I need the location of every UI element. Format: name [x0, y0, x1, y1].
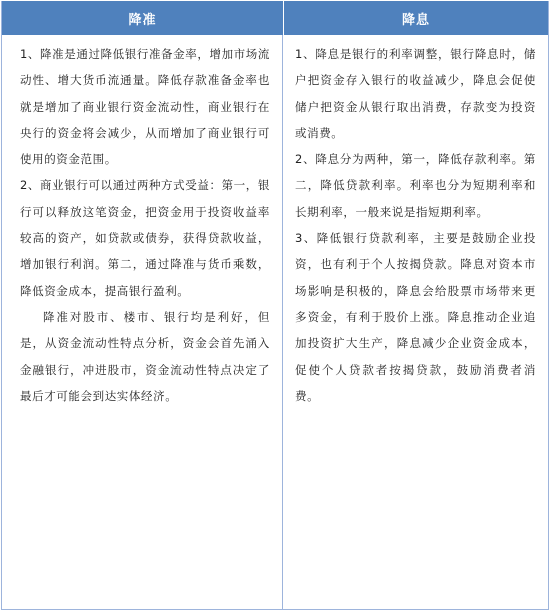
rrr-cut-paragraph-2: 2、商业银行可以通过两种方式受益：第一，银行可以释放这笔资金，把资金用于投资收益率较高的资产，如贷款或债券，获得贷款收益，增加银行利润。第二，通过降准与货币乘数，降低资金成本，提高银行盈利。: [20, 178, 270, 298]
rate-cut-column: [283, 35, 548, 609]
table-body-row: [2, 35, 548, 609]
comparison-table: [1, 1, 549, 610]
table-header-row: [2, 1, 548, 35]
header-rate-cut: 降息: [401, 12, 430, 28]
rrr-cut-column: [2, 35, 283, 609]
rrr-cut-paragraph-3: 降准对股市、楼市、银行均是利好，但是，从资金流动性特点分析，资金会首先涌入金融银行，冲进股市，资金流动性特点决定了最后才可能会到达实体经济。: [20, 309, 270, 403]
rate-cut-paragraph-3: 3、降低银行贷款利率，主要是鼓励企业投资，也有利于个人按揭贷款。降息对资本市场影响是积极的，降息会给股票市场带来更多资金，有利于股价上涨。降息推动企业追加投资扩大生产，降息减少企业资金成本，促使个人贷款者按揭贷款，鼓励消费者消费。: [295, 231, 536, 403]
header-rrr-cut: 降准: [2, 1, 284, 35]
rate-cut-paragraph-2: 2、降息分为两种，第一，降低存款利率。第二，降低贷款利率。利率也分为短期利率和长期利率，一般来说是指短期利率。: [295, 152, 536, 219]
rrr-cut-paragraph-1: 1、降准是通过降低银行准备金率，增加市场流动性、增大货币流通量。降低存款准备金率也就是增加了商业银行资金流动性，商业银行在央行的资金将会减少，从而增加了商业银行可使用的资金范围。: [20, 47, 270, 167]
rate-cut-paragraph-1: 1、降息是银行的利率调整，银行降息时，储户把资金存入银行的收益减少，降息会促使储户把资金从银行取出消费，存款变为投资或消费。: [295, 47, 536, 140]
